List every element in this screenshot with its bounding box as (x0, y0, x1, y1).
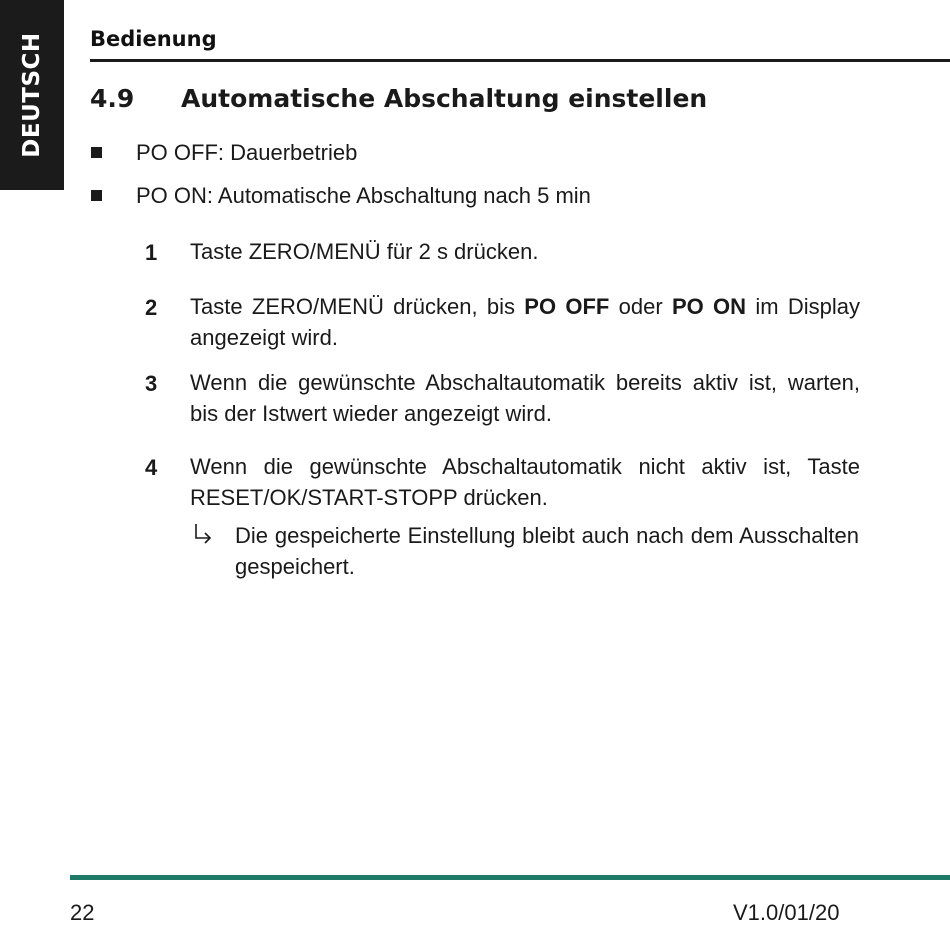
step-number: 3 (145, 371, 158, 396)
result-text: Die gespeicherte Einstellung bleibt auch nach dem Ausschalten gespeichert. (235, 523, 859, 579)
chapter-header: Bedienung (90, 27, 217, 51)
step-text-part: im Display angezeigt wird. (190, 294, 860, 350)
section-title: Automatische Abschaltung einstellen (181, 84, 708, 113)
section-number: 4.9 (90, 84, 135, 113)
step-text-part: Taste ZERO/MENÜ drücken, bis (190, 294, 525, 319)
bullet-item-po-off: PO OFF: Dauerbetrieb (136, 140, 358, 165)
footer-divider (70, 875, 950, 880)
display-value-po-off: PO OFF (524, 294, 610, 319)
bullet-item-po-on: PO ON: Automatische Abschaltung nach 5 min (136, 183, 591, 208)
page-number: 22 (70, 900, 95, 925)
step-number: 4 (145, 455, 158, 480)
language-label: DEUTSCH (19, 32, 45, 158)
step-number: 1 (145, 240, 158, 265)
version-label: V1.0/01/20 (733, 900, 840, 925)
step-text: Wenn die gewünschte Abschaltautomatik nicht aktiv ist, Taste RESET/OK/START-STOPP drücken. (190, 454, 860, 510)
step-number: 2 (145, 295, 158, 320)
step-text-part: oder (609, 294, 672, 319)
step-text: Taste ZERO/MENÜ für 2 s drücken. (190, 239, 539, 264)
step-text (190, 291, 860, 353)
header-divider (90, 59, 950, 62)
result-arrow-icon (192, 522, 214, 548)
bullet-square-icon (91, 190, 102, 201)
step-text: Wenn die gewünschte Abschaltautomatik bereits aktiv ist, warten, bis der Istwert wieder angezeigt wird. (190, 370, 860, 426)
language-side-tab (0, 0, 64, 190)
bullet-square-icon (91, 147, 102, 158)
display-value-po-on: PO ON (671, 294, 747, 319)
